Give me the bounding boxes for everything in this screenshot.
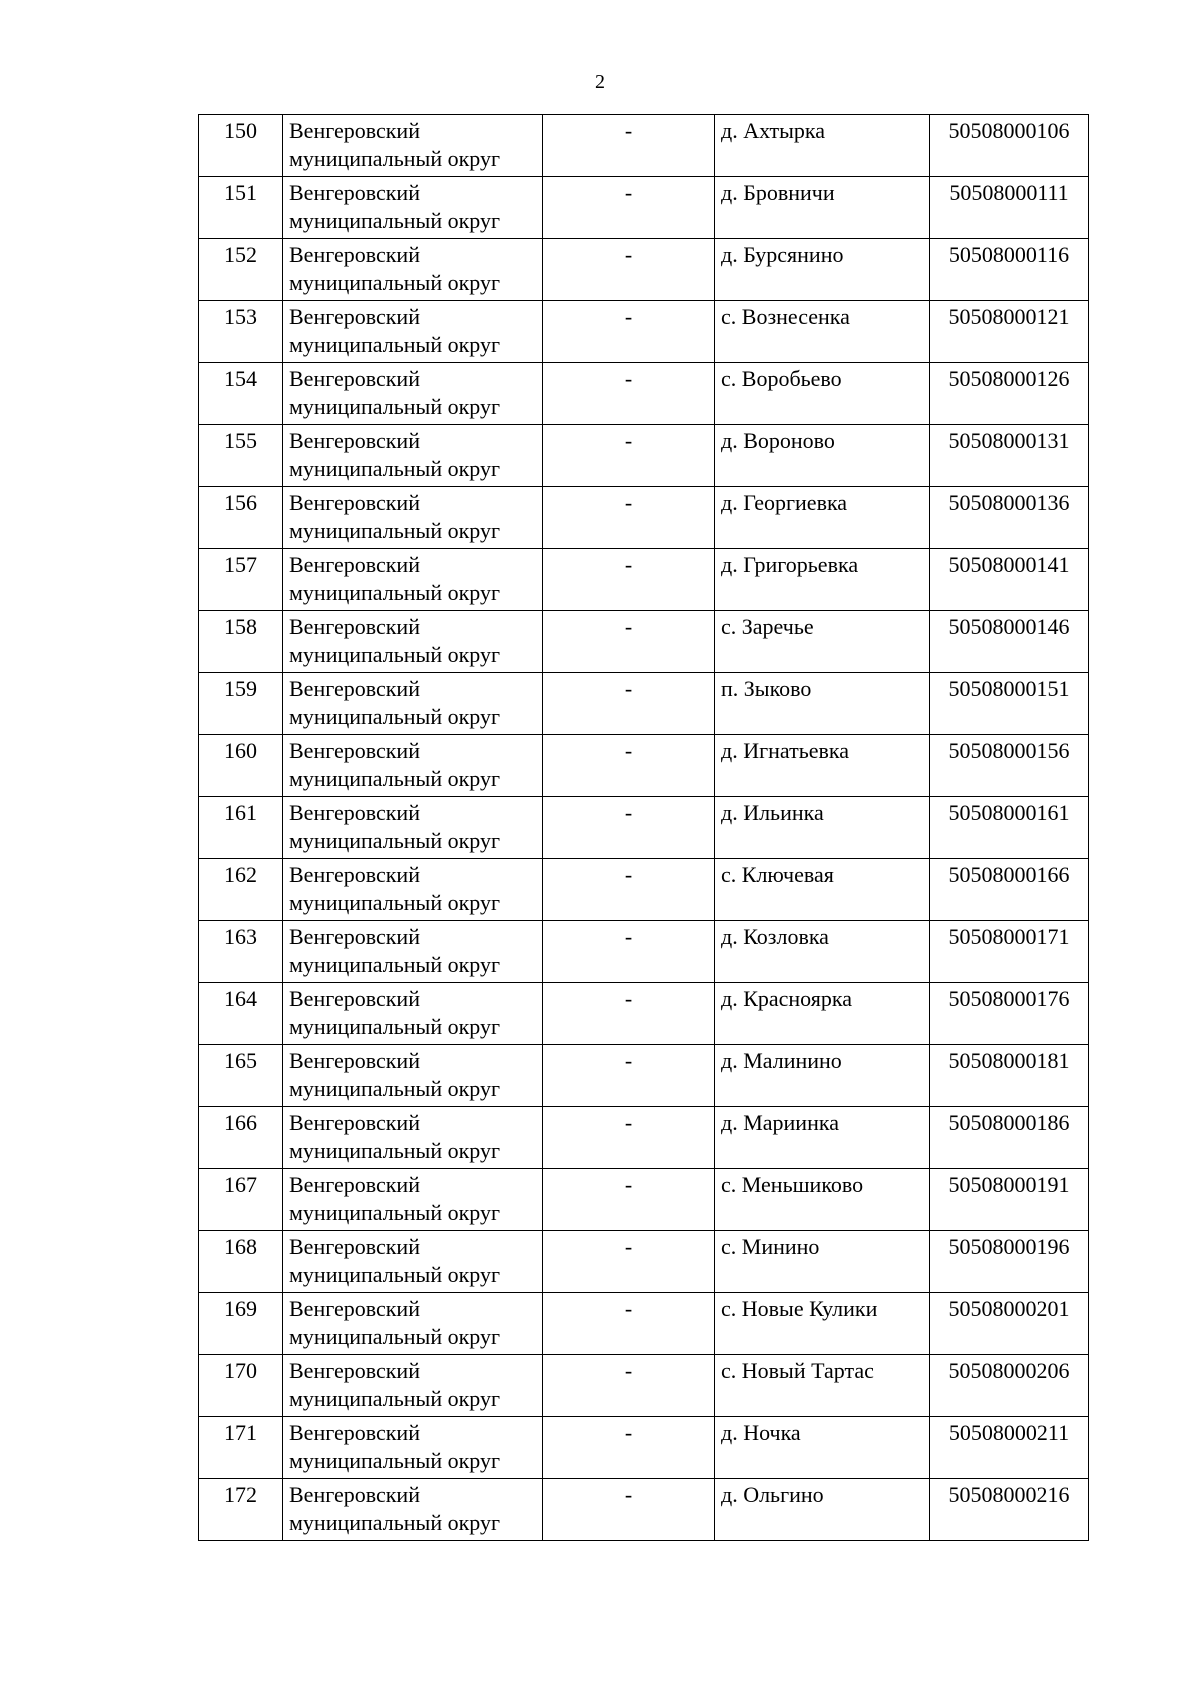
oktmo-code-cell: 50508000166	[930, 859, 1089, 921]
dash-cell: -	[543, 859, 715, 921]
oktmo-code-cell: 50508000186	[930, 1107, 1089, 1169]
row-number-cell: 150	[199, 115, 283, 177]
municipality-cell: Венгеровский муниципальный округ	[283, 1417, 543, 1479]
oktmo-code-cell: 50508000141	[930, 549, 1089, 611]
settlement-cell: д. Григорьевка	[715, 549, 930, 611]
municipality-cell: Венгеровский муниципальный округ	[283, 1479, 543, 1541]
oktmo-code-cell: 50508000116	[930, 239, 1089, 301]
settlement-cell: д. Ночка	[715, 1417, 930, 1479]
table-row	[199, 611, 1089, 673]
row-number-cell: 158	[199, 611, 283, 673]
dash-cell: -	[543, 1231, 715, 1293]
dash-cell: -	[543, 487, 715, 549]
table-row	[199, 1479, 1089, 1541]
row-number-cell: 160	[199, 735, 283, 797]
dash-cell: -	[543, 363, 715, 425]
oktmo-code-cell: 50508000171	[930, 921, 1089, 983]
dash-cell: -	[543, 177, 715, 239]
oktmo-code-cell: 50508000211	[930, 1417, 1089, 1479]
municipality-cell: Венгеровский муниципальный округ	[283, 735, 543, 797]
row-number-cell: 168	[199, 1231, 283, 1293]
table-row	[199, 859, 1089, 921]
oktmo-code-cell: 50508000131	[930, 425, 1089, 487]
row-number-cell: 154	[199, 363, 283, 425]
table-row	[199, 673, 1089, 735]
municipality-cell: Венгеровский муниципальный округ	[283, 1293, 543, 1355]
oktmo-code-cell: 50508000161	[930, 797, 1089, 859]
oktmo-code-cell: 50508000156	[930, 735, 1089, 797]
row-number-cell: 166	[199, 1107, 283, 1169]
table-row	[199, 425, 1089, 487]
row-number-cell: 167	[199, 1169, 283, 1231]
settlement-cell: д. Красноярка	[715, 983, 930, 1045]
settlement-cell: с. Новые Кулики	[715, 1293, 930, 1355]
row-number-cell: 156	[199, 487, 283, 549]
municipality-cell: Венгеровский муниципальный округ	[283, 1107, 543, 1169]
dash-cell: -	[543, 921, 715, 983]
municipality-cell: Венгеровский муниципальный округ	[283, 1169, 543, 1231]
row-number-cell: 159	[199, 673, 283, 735]
table-row	[199, 239, 1089, 301]
oktmo-code-cell: 50508000111	[930, 177, 1089, 239]
municipality-cell: Венгеровский муниципальный округ	[283, 797, 543, 859]
oktmo-code-cell: 50508000216	[930, 1479, 1089, 1541]
row-number-cell: 165	[199, 1045, 283, 1107]
table-row	[199, 1355, 1089, 1417]
oktmo-code-cell: 50508000121	[930, 301, 1089, 363]
oktmo-code-cell: 50508000106	[930, 115, 1089, 177]
table-row	[199, 1045, 1089, 1107]
dash-cell: -	[543, 115, 715, 177]
municipality-cell: Венгеровский муниципальный округ	[283, 859, 543, 921]
page-number: 2	[595, 71, 605, 93]
row-number-cell: 157	[199, 549, 283, 611]
oktmo-code-cell: 50508000206	[930, 1355, 1089, 1417]
row-number-cell: 162	[199, 859, 283, 921]
municipality-cell: Венгеровский муниципальный округ	[283, 983, 543, 1045]
settlement-cell: с. Вознесенка	[715, 301, 930, 363]
municipality-cell: Венгеровский муниципальный округ	[283, 1355, 543, 1417]
municipality-cell: Венгеровский муниципальный округ	[283, 611, 543, 673]
table-row	[199, 115, 1089, 177]
dash-cell: -	[543, 425, 715, 487]
municipality-cell: Венгеровский муниципальный округ	[283, 549, 543, 611]
dash-cell: -	[543, 1169, 715, 1231]
settlement-cell: с. Воробьево	[715, 363, 930, 425]
municipality-cell: Венгеровский муниципальный округ	[283, 115, 543, 177]
table-row	[199, 301, 1089, 363]
dash-cell: -	[543, 239, 715, 301]
table-row	[199, 1417, 1089, 1479]
dash-cell: -	[543, 735, 715, 797]
row-number-cell: 151	[199, 177, 283, 239]
municipality-cell: Венгеровский муниципальный округ	[283, 239, 543, 301]
settlements-table	[198, 114, 1089, 1541]
row-number-cell: 172	[199, 1479, 283, 1541]
row-number-cell: 163	[199, 921, 283, 983]
settlement-cell: с. Ключевая	[715, 859, 930, 921]
municipality-cell: Венгеровский муниципальный округ	[283, 921, 543, 983]
settlement-cell: с. Заречье	[715, 611, 930, 673]
oktmo-code-cell: 50508000151	[930, 673, 1089, 735]
settlement-cell: д. Ахтырка	[715, 115, 930, 177]
municipality-cell: Венгеровский муниципальный округ	[283, 1045, 543, 1107]
oktmo-code-cell: 50508000126	[930, 363, 1089, 425]
dash-cell: -	[543, 1107, 715, 1169]
settlement-cell: д. Георгиевка	[715, 487, 930, 549]
row-number-cell: 171	[199, 1417, 283, 1479]
settlement-cell: д. Бурсянино	[715, 239, 930, 301]
dash-cell: -	[543, 1355, 715, 1417]
table-row	[199, 735, 1089, 797]
table-row	[199, 487, 1089, 549]
row-number-cell: 153	[199, 301, 283, 363]
municipality-cell: Венгеровский муниципальный округ	[283, 487, 543, 549]
dash-cell: -	[543, 1045, 715, 1107]
row-number-cell: 170	[199, 1355, 283, 1417]
municipality-cell: Венгеровский муниципальный округ	[283, 1231, 543, 1293]
table-row	[199, 177, 1089, 239]
settlement-cell: д. Бровничи	[715, 177, 930, 239]
settlement-cell: д. Вороново	[715, 425, 930, 487]
table-body	[199, 115, 1089, 1541]
oktmo-code-cell: 50508000136	[930, 487, 1089, 549]
row-number-cell: 169	[199, 1293, 283, 1355]
dash-cell: -	[543, 301, 715, 363]
oktmo-code-cell: 50508000176	[930, 983, 1089, 1045]
table-row	[199, 1107, 1089, 1169]
oktmo-code-cell: 50508000181	[930, 1045, 1089, 1107]
row-number-cell: 161	[199, 797, 283, 859]
table-row	[199, 1293, 1089, 1355]
municipality-cell: Венгеровский муниципальный округ	[283, 301, 543, 363]
dash-cell: -	[543, 983, 715, 1045]
municipality-cell: Венгеровский муниципальный округ	[283, 673, 543, 735]
dash-cell: -	[543, 1479, 715, 1541]
settlement-cell: д. Малинино	[715, 1045, 930, 1107]
settlement-cell: д. Мариинка	[715, 1107, 930, 1169]
dash-cell: -	[543, 1417, 715, 1479]
table-row	[199, 983, 1089, 1045]
row-number-cell: 152	[199, 239, 283, 301]
settlement-cell: с. Новый Тартас	[715, 1355, 930, 1417]
dash-cell: -	[543, 549, 715, 611]
settlement-cell: д. Ильинка	[715, 797, 930, 859]
table-row	[199, 549, 1089, 611]
row-number-cell: 164	[199, 983, 283, 1045]
table-row	[199, 921, 1089, 983]
oktmo-code-cell: 50508000146	[930, 611, 1089, 673]
dash-cell: -	[543, 797, 715, 859]
settlement-cell: п. Зыково	[715, 673, 930, 735]
oktmo-code-cell: 50508000191	[930, 1169, 1089, 1231]
dash-cell: -	[543, 1293, 715, 1355]
municipality-cell: Венгеровский муниципальный округ	[283, 425, 543, 487]
municipality-cell: Венгеровский муниципальный округ	[283, 363, 543, 425]
oktmo-code-cell: 50508000201	[930, 1293, 1089, 1355]
settlement-cell: с. Минино	[715, 1231, 930, 1293]
table-row	[199, 1231, 1089, 1293]
table-row	[199, 363, 1089, 425]
municipality-cell: Венгеровский муниципальный округ	[283, 177, 543, 239]
settlement-cell: с. Меньшиково	[715, 1169, 930, 1231]
dash-cell: -	[543, 673, 715, 735]
dash-cell: -	[543, 611, 715, 673]
table-row	[199, 797, 1089, 859]
settlement-cell: д. Ольгино	[715, 1479, 930, 1541]
row-number-cell: 155	[199, 425, 283, 487]
table-row	[199, 1169, 1089, 1231]
settlement-cell: д. Козловка	[715, 921, 930, 983]
settlement-cell: д. Игнатьевка	[715, 735, 930, 797]
oktmo-code-cell: 50508000196	[930, 1231, 1089, 1293]
